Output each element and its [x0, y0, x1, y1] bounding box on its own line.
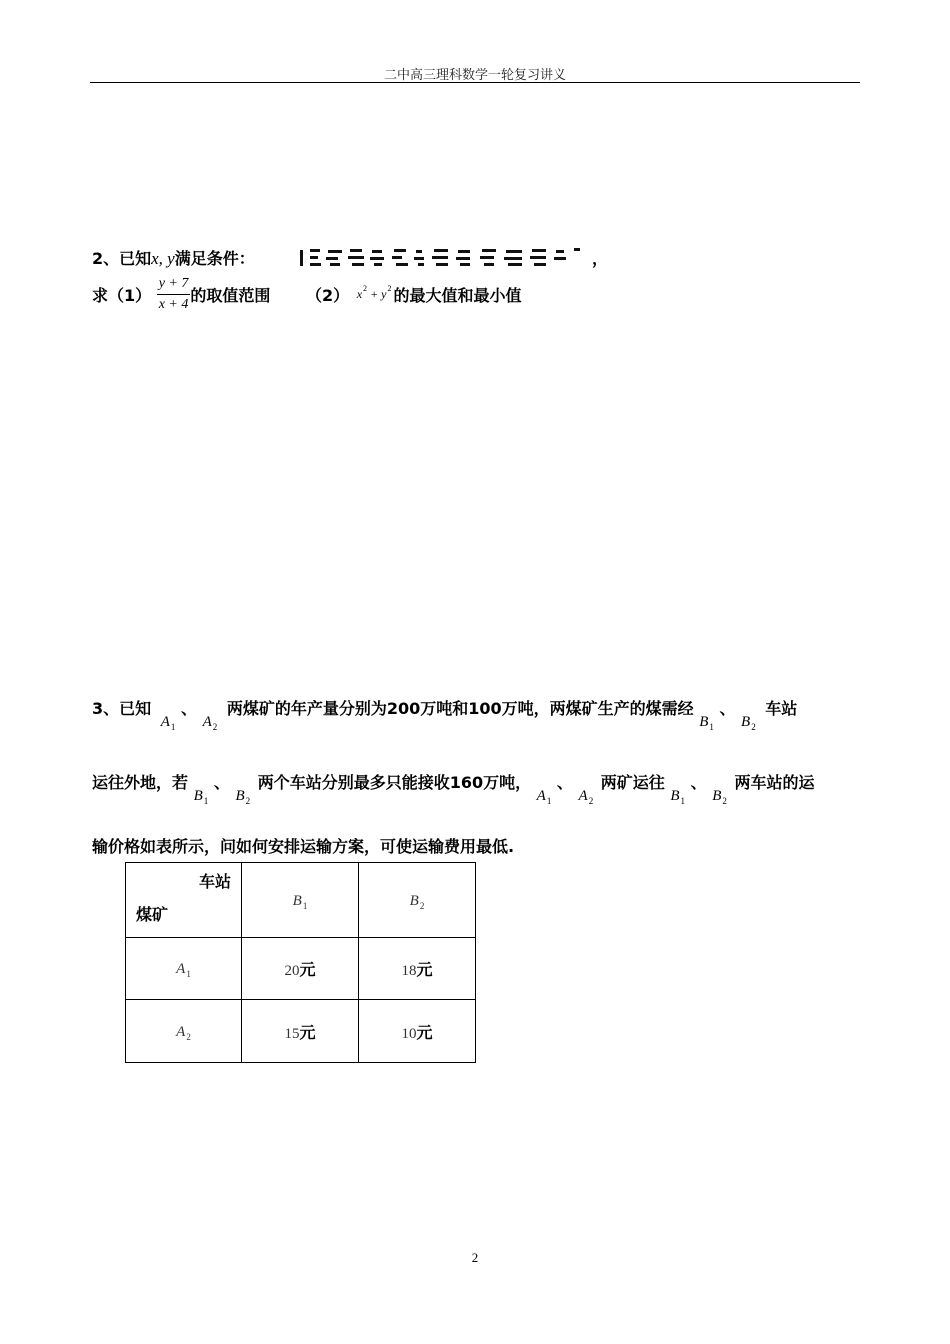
q2-part1-tail: 的取值范围 — [190, 286, 271, 305]
q3-sep: 、 — [556, 773, 573, 792]
q3-B1: $B_1$ — [670, 788, 686, 806]
q3-sep: 、 — [180, 699, 197, 718]
q2-part2-tail: 的最大值和最小值 — [393, 286, 522, 305]
col-header-b1: $B_1$ — [242, 863, 359, 938]
table-row — [126, 938, 476, 1000]
q3-A1: $A_1$ — [536, 788, 552, 806]
q3-B2: $B_2$ — [712, 788, 727, 806]
q3-sep: 、 — [213, 773, 230, 792]
row-header-a1: $A_1$ — [126, 938, 242, 1000]
page-header: 二中高三理科数学一轮复习讲义 — [383, 68, 566, 83]
q3-B2: $B_2$ — [741, 714, 756, 732]
q3-prefix: 3、已知 — [92, 699, 152, 718]
table-corner-cell — [126, 863, 242, 938]
q2-fraction — [157, 276, 191, 313]
q3-B1: $B_1$ — [193, 788, 209, 806]
q3-sep: 、 — [719, 699, 736, 718]
q2-part2-label: （2） — [305, 286, 350, 305]
q3-sep: 、 — [690, 773, 707, 792]
q2-line1 — [92, 246, 255, 269]
table-row — [126, 1000, 476, 1063]
corner-label-station: 车站 — [198, 872, 231, 891]
price-cell: 20元 — [242, 938, 359, 1000]
q3-B1: $B_1$ — [699, 714, 714, 732]
price-cell: 18元 — [359, 938, 476, 1000]
q3-line2-start: 运往外地，若 — [92, 773, 189, 792]
header-rule — [90, 82, 860, 83]
table-header-row — [126, 863, 476, 938]
q3-B2: $B_2$ — [235, 788, 251, 806]
price-table — [125, 862, 476, 1063]
q3-A1: $A_1$ — [160, 714, 176, 732]
q3-line3: 输价格如表所示，问如何安排运输方案，可使运输费用最低. — [92, 837, 515, 856]
corner-label-mine: 煤矿 — [136, 905, 169, 924]
price-cell: 15元 — [242, 1000, 359, 1063]
q3-line2 — [92, 770, 815, 806]
q3-line1-end: 车站 — [765, 699, 798, 718]
q3-line2-mid2: 两矿运往 — [600, 773, 665, 792]
q3-line1-mid: 两煤矿的年产量分别为200万吨和100万吨，两煤矿生产的煤需经 — [226, 699, 694, 718]
q2-frac-numerator: y + 7 — [157, 276, 191, 295]
q3-line2-end: 两车站的运 — [734, 773, 815, 792]
q2-frac-denominator: x + 4 — [158, 297, 189, 312]
q2-expression: $x^2 + y^2$ — [356, 284, 392, 301]
col-header-b2: $B_2$ — [359, 863, 476, 938]
q2-ask: 求（1） — [92, 286, 152, 305]
q3-line2-mid: 两个车站分别最多只能接收160万吨， — [257, 773, 532, 792]
q3-A2: $A_2$ — [202, 714, 218, 732]
q2-condition-image — [298, 246, 588, 268]
q2-condition-label: 满足条件： — [174, 249, 255, 268]
q3-A2: $A_2$ — [578, 788, 594, 806]
page-number: 2 — [471, 1250, 479, 1265]
q2-prefix: 2、已知 — [92, 249, 152, 268]
q2-comma: ， — [592, 249, 609, 268]
row-header-a2: $A_2$ — [126, 1000, 242, 1063]
q3-line1 — [92, 696, 798, 732]
q2-vars: x, y — [151, 249, 175, 268]
price-cell: 10元 — [359, 1000, 476, 1063]
q2-line2 — [92, 276, 521, 313]
